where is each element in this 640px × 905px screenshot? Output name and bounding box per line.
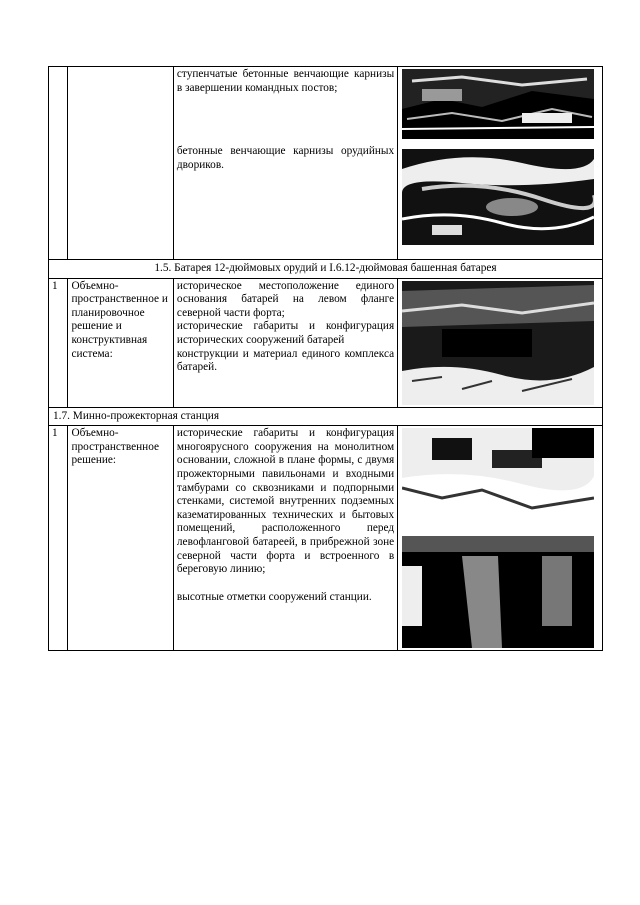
row-number: 1: [49, 426, 68, 651]
photo-cell: [398, 426, 603, 651]
photo-station-interior: [402, 536, 594, 648]
description-item: историческое местоположение единого основания батарей на левом фланге северной части форта;: [176, 279, 395, 319]
photo-mine-searchlight-station: [402, 428, 594, 526]
description-item: бетонные венчающие карнизы орудийных двориков.: [176, 145, 395, 171]
photo-cell: [398, 278, 603, 407]
section-title-1-5: 1.5. Батарея 12-дюймовых орудий и I.6.12-дюймовая башенная батарея: [49, 260, 603, 279]
section-header-row: [49, 407, 603, 426]
row-number: [49, 67, 68, 260]
description-item: ступенчатые бетонные венчающие карнизы в завершении командных постов;: [176, 68, 395, 94]
photo-cell: [398, 67, 603, 260]
description-item: исторические габариты и конфигурация исторических сооружений батарей: [176, 320, 395, 346]
element-description: [173, 278, 397, 407]
photo-battery: [402, 281, 594, 405]
table-row: [49, 278, 603, 407]
description-item: конструкции и материал единого комплекса батарей.: [176, 347, 395, 374]
photo-command-posts: [402, 69, 594, 139]
description-item: исторические габариты и конфигурация многоярусного сооружения на монолитном основании, сложной в плане формы, с двумя прожекторными павильонами и входными тамбурами со сквозниками и подпорными стенками, системой внутренних подземных казематированных технических и бытовых помещений, расположенного перед левофланговой батареей, в прибрежной зоне северной части форта и встроенного в береговую линию;: [176, 427, 395, 576]
element-name: [68, 67, 173, 260]
section-title-1-7: 1.7. Минно-прожекторная станция: [49, 407, 603, 426]
section-header-row: [49, 260, 603, 279]
element-name: Объемно-пространственное и планировочное решение и конструктивная система:: [68, 278, 173, 407]
element-name: Объемно-пространственное решение:: [68, 426, 173, 651]
row-number: 1: [49, 278, 68, 407]
photo-gun-yards: [402, 149, 594, 245]
table-row: [49, 67, 603, 260]
description-item: высотные отметки сооружений станции.: [176, 590, 372, 603]
table-row: [49, 426, 603, 651]
protected-elements-table: [48, 66, 603, 651]
element-description: [173, 426, 397, 651]
element-description: [173, 67, 397, 260]
